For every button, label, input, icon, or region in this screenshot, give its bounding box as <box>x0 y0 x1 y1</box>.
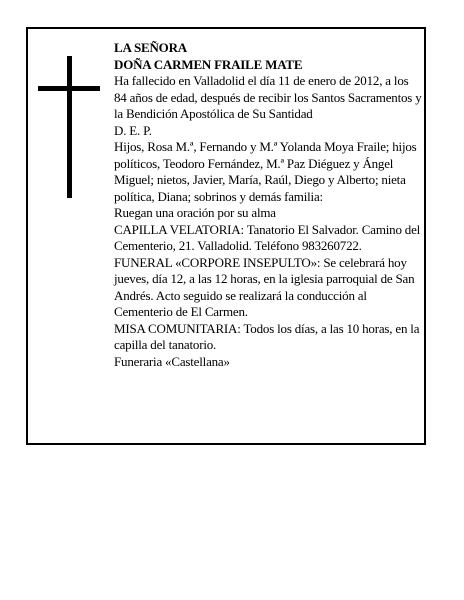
cross-vertical-bar <box>67 56 72 198</box>
prayer-request: Ruegan una oración por su alma <box>114 205 276 220</box>
dep-abbreviation: D. E. P. <box>114 122 152 138</box>
cross-horizontal-bar <box>38 86 100 91</box>
funeral-info: FUNERAL «CORPORE INSEPULTO»: Se celebrará hoy jueves, día 12, a las 12 horas, en la iglesia parroquial de San Andrés. Acto seguido se realizará la conducción al Cementerio de El Carmen. <box>114 254 415 319</box>
death-announcement: Ha fallecido en Valladolid el día 11 de enero de 2012, a los 84 años de edad, después de recibir los Santos Sacramentos y la Bendición Apostólica de Su Santidad <box>114 73 422 121</box>
family-list: Hijos, Rosa M.ª, Fernando y M.ª Yolanda Moya Fraile; hijos políticos, Teodoro Fernández, M.ª Paz Diéguez y Ángel Miguel; nietos, Javier, María, Raúl, Diego y Alberto; nieta política, Diana; sobrinos y demás familia: <box>114 139 417 204</box>
cross-icon <box>38 56 100 198</box>
notice-text <box>114 40 424 370</box>
notice-title: LA SEÑORA <box>114 40 187 55</box>
obituary-notice <box>26 27 426 445</box>
mass-info: MISA COMUNITARIA: Todos los días, a las 10 horas, en la capilla del tanatorio. <box>114 320 420 352</box>
deceased-name: DOÑA CARMEN FRAILE MATE <box>114 56 303 72</box>
funeral-home: Funeraria «Castellana» <box>114 353 230 369</box>
chapel-info: CAPILLA VELATORIA: Tanatorio El Salvador. Camino del Cementerio, 21. Valladolid. Teléfono 983260722. <box>114 221 421 253</box>
